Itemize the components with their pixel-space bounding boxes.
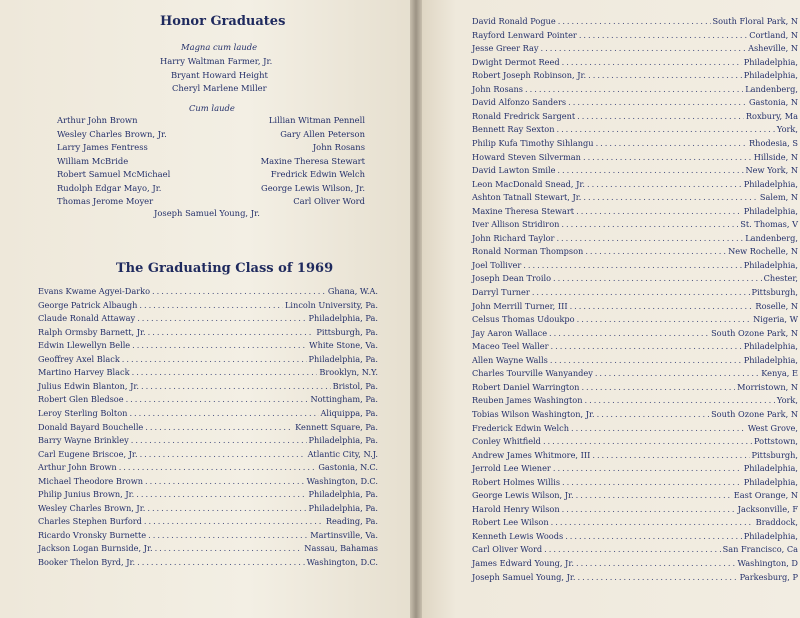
graduate-hometown: Atlantic City, N.J. xyxy=(307,448,378,459)
honor-name: Fredrick Edwin Welch xyxy=(270,169,365,179)
graduate-name: Robert Joseph Robinson, Jr. xyxy=(472,70,587,81)
graduate-name: Claude Ronald Attaway xyxy=(38,313,136,324)
magna-name: Harry Waltman Farmer, Jr. xyxy=(160,56,273,66)
graduate-hometown: Rhodesia, S xyxy=(749,137,798,148)
graduate-name: Robert Glen Bledsoe xyxy=(38,394,124,405)
leader-dots xyxy=(126,394,309,404)
graduate-name: Charles Tourville Wanyandey xyxy=(472,368,593,379)
leader-dots xyxy=(532,287,750,297)
leader-dots xyxy=(556,124,774,134)
graduate-hometown: Nottingham, Pa. xyxy=(310,394,378,405)
graduate-name: Bennett Ray Sexton xyxy=(472,124,555,135)
graduate-name: Michael Theodore Brown xyxy=(38,475,143,486)
graduate-name: Philip Kufa Timothy Sihlangu xyxy=(472,137,594,148)
leader-dots xyxy=(541,43,747,53)
leader-dots xyxy=(119,462,317,472)
graduate-row xyxy=(472,395,798,405)
honor-name: Maxine Theresa Stewart xyxy=(260,155,365,166)
graduate-name: David Ronald Pogue xyxy=(472,16,556,26)
graduate-name: Conley Whitfield xyxy=(472,436,541,447)
graduate-hometown: New Rochelle, N xyxy=(728,246,798,257)
graduate-name: Joseph Samuel Young, Jr. xyxy=(472,571,576,582)
leader-dots xyxy=(550,355,742,365)
leader-dots xyxy=(131,435,307,445)
leader-dots xyxy=(585,246,726,256)
graduate-row xyxy=(472,233,798,243)
graduate-hometown: Landenberg, xyxy=(745,83,798,94)
graduate-hometown: Pittsburgh, Pa. xyxy=(316,326,378,337)
graduate-name: Arthur John Brown xyxy=(38,462,117,473)
leader-dots xyxy=(129,408,318,418)
leader-dots xyxy=(577,111,744,121)
graduate-name: James Edward Young, Jr. xyxy=(472,558,574,568)
graduate-name: Robert Holmes Willis xyxy=(472,476,561,487)
graduate-row xyxy=(472,572,798,582)
graduate-row xyxy=(472,16,798,26)
graduate-name: Allen Wayne Walls xyxy=(472,354,548,365)
leader-dots xyxy=(148,530,308,540)
honor-name: John Rosans xyxy=(312,142,365,152)
graduate-row xyxy=(472,301,798,311)
graduate-name: Booker Thelon Byrd, Jr. xyxy=(38,557,136,567)
leader-dots xyxy=(592,450,749,460)
graduate-row xyxy=(472,355,798,365)
graduate-name: David Lawton Smile xyxy=(472,165,556,176)
leader-dots xyxy=(543,436,752,446)
leader-dots xyxy=(525,84,743,94)
graduate-name: Ronald Fredrick Sargent xyxy=(472,110,576,121)
graduate-row xyxy=(472,517,798,527)
graduate-row xyxy=(472,544,798,554)
graduate-hometown: Braddock, xyxy=(755,517,798,528)
graduate-name: Edwin Llewellyn Belle xyxy=(38,340,131,351)
graduate-name: Joseph Dean Troilo xyxy=(472,273,552,284)
honor-name: Larry James Fentress xyxy=(57,142,148,152)
graduate-hometown: Washington, D.C. xyxy=(306,475,378,486)
graduate-row xyxy=(472,314,798,324)
graduate-hometown: Philadelphia, xyxy=(743,463,798,474)
leader-dots xyxy=(556,233,743,243)
graduate-hometown: Philadelphia, xyxy=(743,70,798,81)
graduate-hometown: South Ozone Park, N xyxy=(711,408,798,419)
graduate-hometown: Morristown, N xyxy=(737,381,798,392)
graduate-row xyxy=(472,341,798,351)
graduate-hometown: Gastonia, N.C. xyxy=(318,462,378,473)
leader-dots xyxy=(571,423,746,433)
leader-dots xyxy=(568,97,747,107)
graduate-hometown: San Francisco, Ca xyxy=(722,544,798,555)
graduate-hometown: Philadelphia, Pa. xyxy=(308,353,378,364)
book-gutter xyxy=(410,0,422,618)
leader-dots xyxy=(141,381,331,391)
honor-name: Lillian Witman Pennell xyxy=(268,115,365,125)
graduate-hometown: Chester, xyxy=(763,273,798,284)
leader-dots xyxy=(561,219,738,229)
graduate-row xyxy=(472,260,798,270)
leader-dots xyxy=(549,328,709,338)
graduate-name: Rayford Lenward Pointer xyxy=(472,29,577,40)
graduate-hometown: Salem, N xyxy=(759,192,798,203)
honor-name: William McBride xyxy=(57,155,129,166)
graduate-row xyxy=(472,84,798,94)
graduate-row xyxy=(38,313,378,323)
leader-dots xyxy=(596,138,747,148)
graduate-name: Martino Harvey Black xyxy=(38,367,130,378)
leader-dots xyxy=(148,327,315,337)
graduate-hometown: Kenya, E xyxy=(761,368,798,379)
graduate-row xyxy=(38,435,378,445)
honor-name: George Lewis Wilson, Jr. xyxy=(261,182,365,193)
graduate-row xyxy=(472,368,798,378)
graduate-name: Tobias Wilson Washington, Jr. xyxy=(472,408,595,419)
graduate-row xyxy=(472,97,798,107)
graduate-hometown: Philadelphia, Pa. xyxy=(308,435,378,446)
graduate-row xyxy=(472,450,798,460)
graduate-name: Ralph Ormsby Barnett, Jr. xyxy=(38,326,146,337)
graduate-hometown: Parkesburg, P xyxy=(739,571,798,582)
graduate-name: Barry Wayne Brinkley xyxy=(38,435,129,446)
graduate-row xyxy=(472,179,798,189)
graduate-hometown: West Grove, xyxy=(747,422,798,433)
graduate-row xyxy=(38,327,378,337)
leader-dots xyxy=(576,558,736,568)
graduate-row xyxy=(38,530,378,540)
graduate-row xyxy=(38,449,378,459)
honor-name: Gary Allen Peterson xyxy=(280,128,365,139)
graduate-name: Jay Aaron Wallace xyxy=(472,327,548,338)
graduate-row xyxy=(38,340,378,350)
graduate-hometown: Philadelphia, xyxy=(743,56,798,67)
graduate-name: George Patrick Albaugh xyxy=(38,299,138,310)
graduate-name: Wesley Charles Brown, Jr. xyxy=(38,502,146,513)
graduate-hometown: Kennett Square, Pa. xyxy=(295,421,378,432)
graduate-name: Geoffrey Axel Black xyxy=(38,353,120,364)
graduate-hometown: Lincoln University, Pa. xyxy=(285,299,378,310)
graduate-name: John Rosans xyxy=(472,83,524,94)
graduate-name: Julius Edwin Blanton, Jr. xyxy=(38,380,139,391)
graduate-row xyxy=(472,409,798,419)
leader-dots xyxy=(147,503,306,513)
graduate-hometown: Martinsville, Va. xyxy=(310,529,378,540)
graduate-name: Evans Kwame Agyei-Darko xyxy=(38,286,151,296)
cum-label: Cum laude xyxy=(189,103,235,113)
graduate-hometown: Philadelphia, xyxy=(743,530,798,541)
graduate-hometown: White Stone, Va. xyxy=(309,340,378,351)
graduate-row xyxy=(472,328,798,338)
leader-dots xyxy=(587,179,742,189)
graduate-row xyxy=(38,516,378,526)
graduate-row xyxy=(472,30,798,40)
graduate-row xyxy=(472,531,798,541)
graduate-row xyxy=(38,408,378,418)
graduate-row xyxy=(38,381,378,391)
honor-graduates-title: Honor Graduates xyxy=(160,14,286,29)
graduate-row xyxy=(38,476,378,486)
leader-dots xyxy=(139,300,283,310)
leader-dots xyxy=(137,557,305,567)
graduate-row xyxy=(472,423,798,433)
graduate-hometown: East Orange, N xyxy=(733,490,798,501)
graduate-name: Jackson Logan Burnside, Jr. xyxy=(38,543,153,554)
graduate-name: Frederick Edwin Welch xyxy=(472,422,569,433)
graduate-hometown: Washington, D.C. xyxy=(306,557,378,567)
magna-name: Bryant Howard Height xyxy=(171,70,268,80)
graduate-hometown: Reading, Pa. xyxy=(325,516,378,527)
leader-dots xyxy=(576,490,732,500)
honor-name: Robert Samuel McMichael xyxy=(57,169,171,179)
graduate-row xyxy=(472,477,798,487)
honor-name: Wesley Charles Brown, Jr. xyxy=(57,128,167,139)
graduate-row xyxy=(38,286,378,296)
graduate-row xyxy=(472,436,798,446)
graduate-hometown: Brooklyn, N.Y. xyxy=(319,367,378,378)
graduate-hometown: Cortland, N xyxy=(749,29,798,40)
graduate-name: Carl Eugene Briscoe, Jr. xyxy=(38,448,138,459)
leader-dots xyxy=(122,354,307,364)
leader-dots xyxy=(583,152,752,162)
graduate-row xyxy=(38,367,378,377)
graduate-name: Howard Steven Silverman xyxy=(472,151,581,162)
leader-dots xyxy=(565,531,742,541)
graduate-hometown: York, xyxy=(776,124,798,135)
leader-dots xyxy=(570,301,754,311)
leader-dots xyxy=(140,449,306,459)
graduate-hometown: Roselle, N xyxy=(755,300,798,311)
graduate-hometown: St. Thomas, V xyxy=(740,219,798,230)
leader-dots xyxy=(558,16,711,26)
graduate-row xyxy=(472,124,798,134)
graduate-name: Ricardo Vronsky Burnette xyxy=(38,529,147,540)
graduate-hometown: Pottstown, xyxy=(754,436,798,447)
graduate-row xyxy=(38,557,378,567)
graduate-row xyxy=(38,394,378,404)
leader-dots xyxy=(152,286,326,296)
graduate-hometown: Philadelphia, Pa. xyxy=(308,313,378,324)
graduate-row xyxy=(472,382,798,392)
graduate-hometown: Ghana, W.A. xyxy=(327,286,378,296)
graduate-row xyxy=(472,192,798,202)
graduate-row xyxy=(472,138,798,148)
graduate-name: Iver Allison Stridiron xyxy=(472,219,560,230)
graduate-name: Dwight Dermot Reed xyxy=(472,56,560,67)
graduate-row xyxy=(472,165,798,175)
honor-name: Rudolph Edgar Mayo, Jr. xyxy=(57,182,162,193)
graduate-name: Jesse Greer Ray xyxy=(472,43,539,54)
graduate-name: Jerrold Lee Wiener xyxy=(472,463,551,474)
graduate-hometown: Philadelphia, xyxy=(743,178,798,189)
graduate-name: Andrew James Whitmore, III xyxy=(472,449,591,460)
graduate-hometown: Philadelphia, Pa. xyxy=(308,489,378,500)
leader-dots xyxy=(144,516,324,526)
graduate-name: Carl Oliver Word xyxy=(472,544,543,555)
leader-dots xyxy=(562,504,736,514)
leader-dots xyxy=(583,192,757,202)
graduate-row xyxy=(472,246,798,256)
graduate-hometown: South Ozone Park, N xyxy=(711,327,798,338)
graduate-row xyxy=(38,422,378,432)
leader-dots xyxy=(577,314,751,324)
graduate-row xyxy=(472,504,798,514)
graduate-row xyxy=(472,287,798,297)
graduate-name: Darryl Turner xyxy=(472,287,530,297)
graduate-hometown: Pittsburgh, xyxy=(751,449,798,460)
graduate-hometown: Philadelphia, xyxy=(743,476,798,487)
graduate-name: George Lewis Wilson, Jr. xyxy=(472,490,574,501)
graduating-class-title: The Graduating Class of 1969 xyxy=(116,261,334,276)
graduate-name: John Richard Taylor xyxy=(472,232,555,243)
graduate-row xyxy=(38,300,378,310)
graduate-name: Maxine Theresa Stewart xyxy=(472,205,575,216)
leader-dots xyxy=(551,517,754,527)
graduate-row xyxy=(38,354,378,364)
magna-name: Cheryl Marlene Miller xyxy=(172,83,267,93)
graduate-name: Ronald Norman Thompson xyxy=(472,246,584,257)
leader-dots xyxy=(145,422,293,432)
graduate-row xyxy=(472,558,798,568)
graduate-hometown: Asheville, N xyxy=(748,43,798,54)
leader-dots xyxy=(557,165,743,175)
graduate-hometown: Hillside, N xyxy=(753,151,798,162)
leader-dots xyxy=(581,382,735,392)
graduate-row xyxy=(38,489,378,499)
graduate-hometown: Aliquippa, Pa. xyxy=(320,407,378,418)
graduate-row xyxy=(472,57,798,67)
graduate-name: David Alfonzo Sanders xyxy=(472,97,567,108)
leader-dots xyxy=(155,543,303,553)
honor-name: Thomas Jerome Moyer xyxy=(57,196,154,206)
leader-dots xyxy=(132,340,307,350)
cum-laude-center-name: Joseph Samuel Young, Jr. xyxy=(154,208,260,218)
magna-label: Magna cum laude xyxy=(181,42,258,52)
leader-dots xyxy=(597,409,709,419)
graduate-hometown: Bristol, Pa. xyxy=(332,380,378,391)
graduate-name: Leon MacDonald Snead, Jr. xyxy=(472,178,586,189)
graduate-name: Ashton Tatnall Stewart, Jr. xyxy=(472,192,582,203)
graduate-hometown: Nassau, Bahamas xyxy=(304,543,378,554)
graduate-name: Robert Daniel Warrington xyxy=(472,381,580,392)
graduate-name: Reuben James Washington xyxy=(472,395,583,406)
graduate-hometown: Pittsburgh, xyxy=(751,287,798,297)
leader-dots xyxy=(576,206,742,216)
graduate-hometown: Philadelphia, Pa. xyxy=(308,502,378,513)
graduate-hometown: Philadelphia, xyxy=(743,341,798,352)
graduate-row xyxy=(472,273,798,283)
graduate-row xyxy=(38,503,378,513)
graduate-row xyxy=(472,219,798,229)
graduate-hometown: Nigeria, W xyxy=(753,314,798,325)
leader-dots xyxy=(585,395,775,405)
graduate-hometown: York, xyxy=(776,395,798,406)
graduate-hometown: Jacksonville, F xyxy=(737,503,798,514)
graduate-hometown: Washington, D xyxy=(737,558,798,568)
graduate-row xyxy=(472,70,798,80)
leader-dots xyxy=(577,572,737,582)
graduate-row xyxy=(472,43,798,53)
leader-dots xyxy=(562,57,742,67)
graduate-row xyxy=(38,462,378,472)
graduate-name: Charles Stephen Burford xyxy=(38,516,142,527)
graduate-row xyxy=(472,206,798,216)
graduate-row xyxy=(472,111,798,121)
graduate-hometown: Philadelphia, xyxy=(743,205,798,216)
leader-dots xyxy=(137,313,306,323)
graduate-hometown: New York, N xyxy=(745,165,798,176)
graduate-hometown: Philadelphia, xyxy=(743,354,798,365)
honor-name: Arthur John Brown xyxy=(57,115,138,125)
leader-dots xyxy=(551,341,742,351)
leader-dots xyxy=(588,70,742,80)
leader-dots xyxy=(579,30,747,40)
graduate-name: John Merrill Turner, III xyxy=(472,300,568,311)
graduate-hometown: Philadelphia, xyxy=(743,259,798,270)
leader-dots xyxy=(145,476,305,486)
graduate-name: Robert Lee Wilson xyxy=(472,517,549,528)
graduate-row xyxy=(472,490,798,500)
graduate-name: Harold Henry Wilson xyxy=(472,503,560,514)
graduate-name: Kenneth Lewis Woods xyxy=(472,530,564,541)
leader-dots xyxy=(595,368,759,378)
leader-dots xyxy=(562,477,742,487)
leader-dots xyxy=(523,260,741,270)
graduate-row xyxy=(472,463,798,473)
graduate-name: Celsus Thomas Udoukpo xyxy=(472,314,575,325)
graduate-row xyxy=(472,152,798,162)
leader-dots xyxy=(553,273,762,283)
graduate-hometown: Landenberg, xyxy=(745,232,798,243)
graduate-name: Philip Junius Brown, Jr. xyxy=(38,489,135,500)
leader-dots xyxy=(136,489,306,499)
graduate-name: Leroy Sterling Bolton xyxy=(38,407,128,418)
leader-dots xyxy=(132,367,318,377)
graduate-name: Maceo Teel Waller xyxy=(472,341,549,352)
graduate-hometown: South Floral Park, N xyxy=(712,16,798,26)
graduate-name: Joel Tolliver xyxy=(472,259,522,270)
graduate-hometown: Roxbury, Ma xyxy=(745,110,798,121)
graduate-hometown: Gastonia, N xyxy=(749,97,798,108)
honor-name: Carl Oliver Word xyxy=(293,196,365,206)
graduate-name: Donald Bayard Bouchelle xyxy=(38,421,144,432)
leader-dots xyxy=(553,463,742,473)
leader-dots xyxy=(544,544,720,554)
graduate-row xyxy=(38,543,378,553)
